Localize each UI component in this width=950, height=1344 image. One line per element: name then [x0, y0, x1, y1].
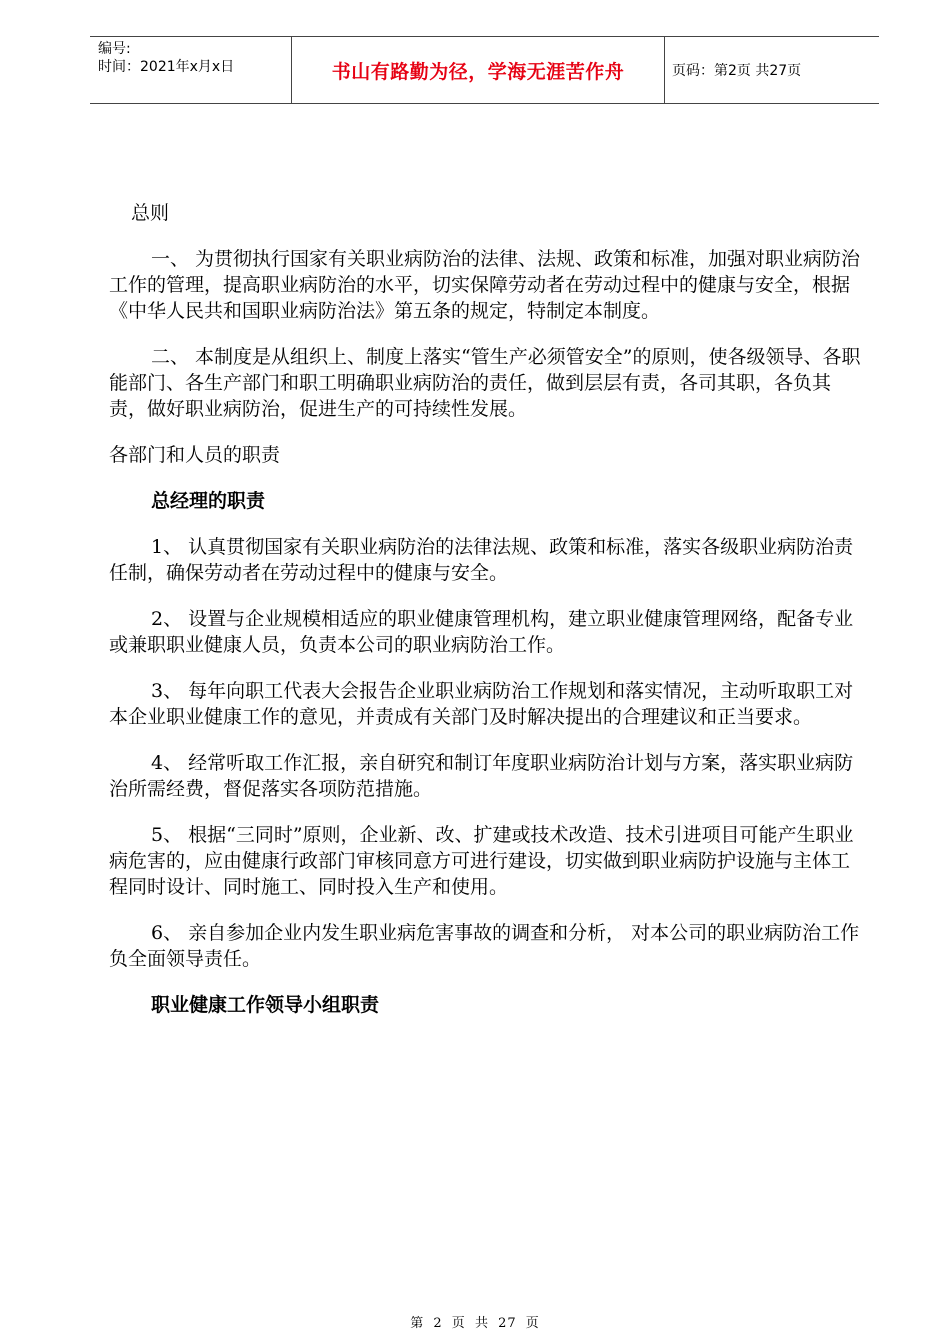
paragraph-2: 二、 本制度是从组织上、制度上落实“管生产必须管安全”的原则，使各级领导、各职能部门、各生产部门和职工明确职业病防治的责任，做到层层有责，各司其职，各负其责，做好职业病防治，促进生产的可持续性发展。	[109, 346, 861, 420]
document-date: 时间：2021年x月x日	[98, 59, 235, 75]
footer-total-word: 共	[474, 1316, 489, 1331]
footer-total-number: 27	[498, 1316, 517, 1331]
page-footer	[0, 1312, 950, 1331]
header-motto: 书山有路勤为径，学海无涯苦作舟	[331, 60, 625, 83]
subheading-general-manager: 总经理的职责	[151, 490, 266, 512]
header-divider	[664, 37, 665, 103]
section-heading-duties: 各部门和人员的职责	[109, 444, 281, 466]
footer-page-unit: 页	[451, 1316, 466, 1331]
list-item-2: 2、 设置与企业规模相适应的职业健康管理机构，建立职业健康管理网络，配备专业或兼职职业健康人员，负责本公司的职业病防治工作。	[109, 608, 854, 656]
section-heading-general: 总则	[131, 202, 170, 224]
footer-total-unit: 页	[525, 1316, 540, 1331]
footer-page-number: 2	[433, 1316, 443, 1331]
page-header	[90, 36, 879, 104]
list-item-4: 4、 经常听取工作汇报，亲自研究和制订年度职业病防治计划与方案，落实职业病防治所需经费，督促落实各项防范措施。	[109, 752, 854, 800]
footer-page-word: 第	[410, 1316, 425, 1331]
document-body	[109, 200, 861, 1018]
list-item-5: 5、 根据“三同时”原则，企业新、改、扩建或技术改造、技术引进项目可能产生职业病危害的，应由健康行政部门审核同意方可进行建设，切实做到职业病防护设施与主体工程同时设计、同时施工、同时投入生产和使用。	[109, 824, 854, 898]
list-item-6: 6、 亲自参加企业内发生职业病危害事故的调查和分析， 对本公司的职业病防治工作负全面领导责任。	[109, 922, 860, 970]
list-item-3: 3、 每年向职工代表大会报告企业职业病防治工作规划和落实情况，主动听取职工对本企业职业健康工作的意见，并责成有关部门及时解决提出的合理建议和正当要求。	[109, 680, 854, 728]
document-number-label: 编号:	[98, 41, 131, 57]
header-page-number: 页码：第2页 共27页	[672, 63, 802, 79]
subheading-leadership-group: 职业健康工作领导小组职责	[151, 994, 380, 1016]
paragraph-1: 一、 为贯彻执行国家有关职业病防治的法律、法规、政策和标准，加强对职业病防治工作的管理，提高职业病防治的水平，切实保障劳动者在劳动过程中的健康与安全，根据《中华人民共和国职业病防治法》第五条的规定，特制定本制度。	[109, 248, 861, 322]
list-item-1: 1、 认真贯彻国家有关职业病防治的法律法规、政策和标准，落实各级职业病防治责任制，确保劳动者在劳动过程中的健康与安全。	[109, 536, 854, 584]
header-meta	[98, 40, 234, 76]
